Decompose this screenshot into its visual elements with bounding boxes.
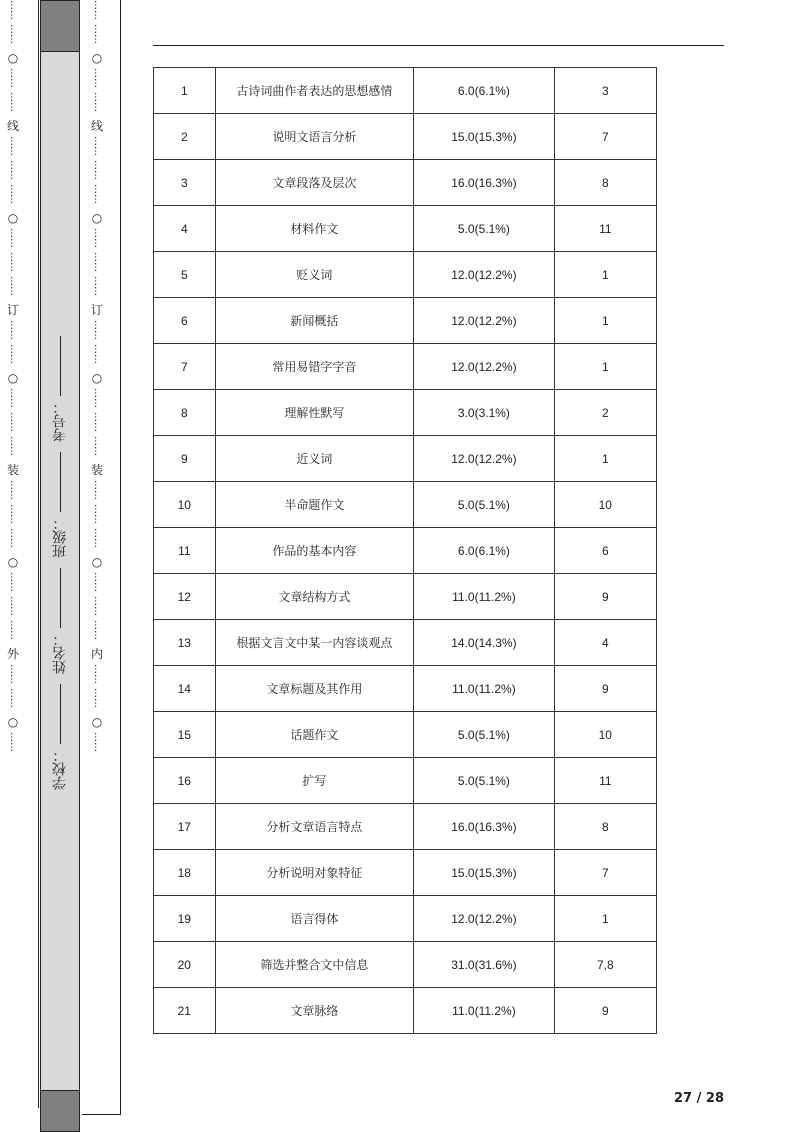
question-number: 11 [554,758,656,804]
class-field[interactable] [50,452,70,558]
score-share: 15.0(15.3%) [414,114,554,160]
knowledge-point: 说明文语言分析 [215,114,414,160]
knowledge-point: 贬义词 [215,252,414,298]
question-number: 2 [554,390,656,436]
row-number: 15 [154,712,216,758]
name-field[interactable] [50,568,70,674]
score-share: 31.0(31.6%) [414,942,554,988]
score-share: 16.0(16.3%) [414,160,554,206]
score-share: 12.0(12.2%) [414,896,554,942]
question-number: 1 [554,436,656,482]
inner-label-xian: 线 [90,119,103,133]
inner-label-zhuang: 装 [90,463,103,477]
knowledge-point: 分析说明对象特征 [215,850,414,896]
knowledge-point: 扩写 [215,758,414,804]
question-number: 1 [554,252,656,298]
row-number: 11 [154,528,216,574]
score-share: 5.0(5.1%) [414,712,554,758]
table-row [154,666,657,712]
knowledge-point: 根据文言文中某一内容谈观点 [215,620,414,666]
table-row [154,436,657,482]
row-number: 18 [154,850,216,896]
question-number: 9 [554,988,656,1034]
score-share: 3.0(3.1%) [414,390,554,436]
score-share: 11.0(11.2%) [414,666,554,712]
knowledge-point: 半命题作文 [215,482,414,528]
row-number: 1 [154,68,216,114]
knowledge-point: 文章结构方式 [215,574,414,620]
knowledge-point: 文章标题及其作用 [215,666,414,712]
knowledge-point: 材料作文 [215,206,414,252]
row-number: 8 [154,390,216,436]
table-row [154,988,657,1034]
question-number: 7,8 [554,942,656,988]
question-number: 6 [554,528,656,574]
knowledge-point: 作品的基本内容 [215,528,414,574]
table-row [154,758,657,804]
row-number: 4 [154,206,216,252]
knowledge-point-table [153,67,657,1034]
school-field[interactable] [50,684,70,790]
table-row [154,68,657,114]
score-share: 15.0(15.3%) [414,850,554,896]
table-row [154,712,657,758]
table-row [154,574,657,620]
score-share: 11.0(11.2%) [414,574,554,620]
question-number: 10 [554,712,656,758]
score-share: 6.0(6.1%) [414,528,554,574]
inner-dotted-line: …… …… ○ …… …… 线 …… …… …… ○ …… …… …… 订 …… …… ○ …… …… …… 装 …… …… …… ○ …… …… …… 内 …… …… ○ …… [90,0,103,752]
question-number: 11 [554,206,656,252]
table-row [154,942,657,988]
score-share: 12.0(12.2%) [414,436,554,482]
score-share: 12.0(12.2%) [414,298,554,344]
exam-number-field[interactable] [50,336,70,442]
exam-number-label: 考号： [52,400,68,442]
outer-label-ding: 订 [6,303,19,317]
strip-top-block [40,0,80,52]
question-number: 9 [554,574,656,620]
row-number: 5 [154,252,216,298]
header-rule [153,45,724,46]
question-number: 4 [554,620,656,666]
inner-binding-margin [82,0,121,1115]
row-number: 2 [154,114,216,160]
knowledge-point: 近义词 [215,436,414,482]
table-row [154,850,657,896]
table-row [154,160,657,206]
name-label: 姓名： [52,632,68,674]
row-number: 14 [154,666,216,712]
class-blank [59,452,61,512]
knowledge-point: 文章段落及层次 [215,160,414,206]
outer-label-wai: 外 [6,647,19,661]
question-number: 7 [554,114,656,160]
knowledge-point: 分析文章语言特点 [215,804,414,850]
table-row [154,804,657,850]
knowledge-point: 常用易错字字音 [215,344,414,390]
table-row [154,620,657,666]
inner-label-ding: 订 [90,303,103,317]
school-label: 学校： [52,748,68,790]
exam-number-blank [59,336,61,396]
knowledge-point: 理解性默写 [215,390,414,436]
knowledge-point: 古诗词曲作者表达的思想感情 [215,68,414,114]
name-blank [59,568,61,628]
table-row [154,344,657,390]
row-number: 6 [154,298,216,344]
score-share: 16.0(16.3%) [414,804,554,850]
row-number: 9 [154,436,216,482]
table-row [154,298,657,344]
question-number: 1 [554,896,656,942]
question-number: 3 [554,68,656,114]
outer-binding-margin [0,0,39,1108]
score-share: 6.0(6.1%) [414,68,554,114]
question-number: 8 [554,160,656,206]
table-row [154,206,657,252]
row-number: 19 [154,896,216,942]
table-row [154,252,657,298]
table-row [154,114,657,160]
knowledge-point: 新闻概括 [215,298,414,344]
page-number: 27 / 28 [674,1091,724,1106]
school-blank [59,684,61,744]
row-number: 7 [154,344,216,390]
strip-bottom-block [40,1090,80,1132]
outer-label-zhuang: 装 [6,463,19,477]
knowledge-point: 话题作文 [215,712,414,758]
knowledge-point: 语言得体 [215,896,414,942]
score-share: 14.0(14.3%) [414,620,554,666]
inner-label-nei: 内 [90,647,103,661]
table-row [154,528,657,574]
question-number: 1 [554,298,656,344]
score-share: 5.0(5.1%) [414,206,554,252]
score-share: 5.0(5.1%) [414,758,554,804]
student-info-fields [48,290,72,790]
score-share: 5.0(5.1%) [414,482,554,528]
question-number: 7 [554,850,656,896]
question-number: 10 [554,482,656,528]
score-share: 11.0(11.2%) [414,988,554,1034]
question-number: 8 [554,804,656,850]
row-number: 3 [154,160,216,206]
table-body [154,68,657,1034]
row-number: 17 [154,804,216,850]
table-row [154,896,657,942]
table-row [154,390,657,436]
outer-label-xian: 线 [6,119,19,133]
row-number: 12 [154,574,216,620]
knowledge-point: 文章脉络 [215,988,414,1034]
outer-dotted-line: …… …… ○ …… …… 线 …… …… …… ○ …… …… …… 订 …… …… ○ …… …… …… 装 …… …… …… ○ …… …… …… 外 …… …… ○ …… [6,0,19,752]
row-number: 20 [154,942,216,988]
question-number: 9 [554,666,656,712]
class-label: 班级： [52,516,68,558]
row-number: 21 [154,988,216,1034]
score-share: 12.0(12.2%) [414,252,554,298]
knowledge-point: 筛选并整合文中信息 [215,942,414,988]
row-number: 10 [154,482,216,528]
row-number: 16 [154,758,216,804]
table-row [154,482,657,528]
row-number: 13 [154,620,216,666]
score-share: 12.0(12.2%) [414,344,554,390]
question-number: 1 [554,344,656,390]
